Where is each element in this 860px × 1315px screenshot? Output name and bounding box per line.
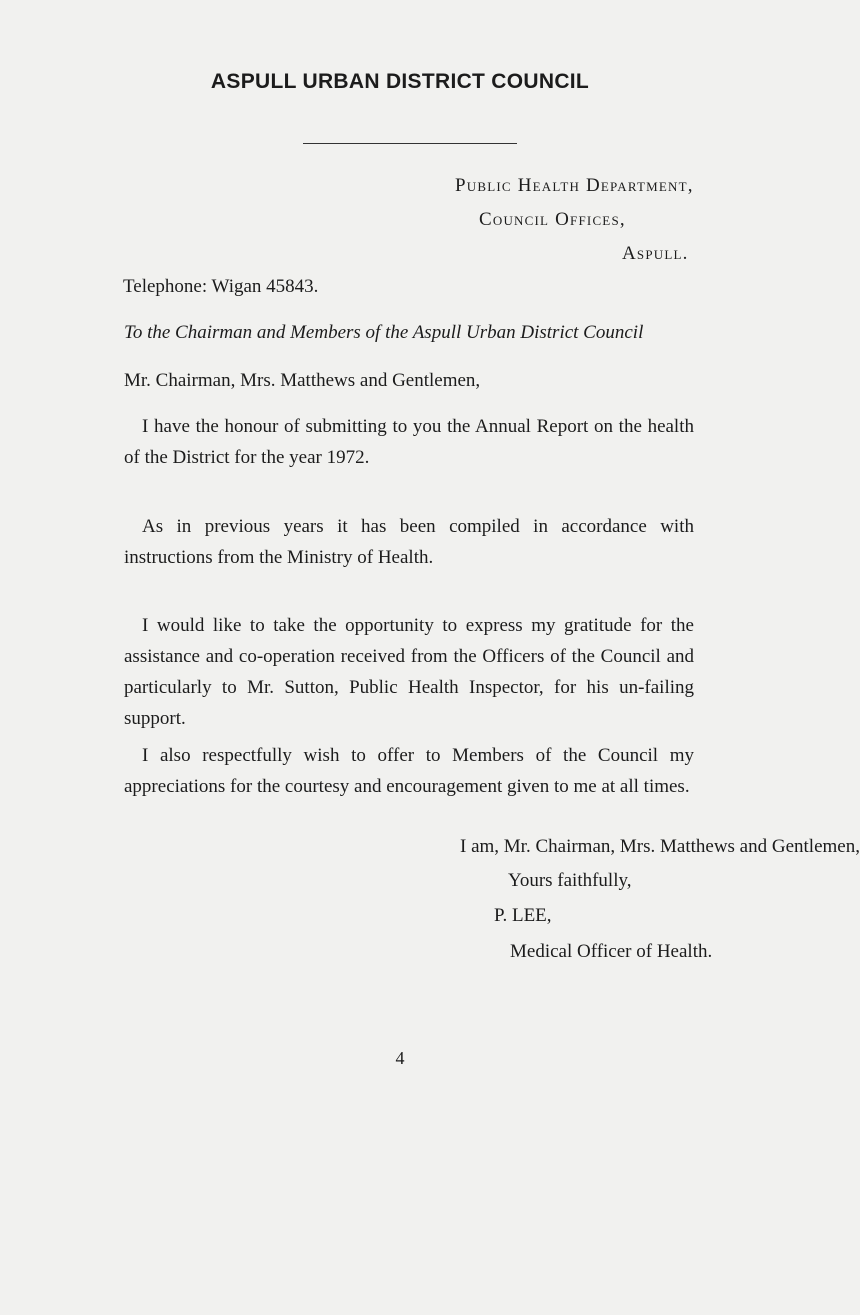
body-paragraph-3: I would like to take the opportunity to express my gratitude for the assistance and co-operation received from the Officers of the Council and particularly to Mr. Sutton, Public Health Inspector, for his un-failing support. <box>124 615 694 729</box>
body-paragraph-2: As in previous years it has been compiled in accordance with instructions from the Ministry of Health. <box>124 516 694 568</box>
body-paragraph-1: I have the honour of submitting to you the Annual Report on the health of the District for the year 1972. <box>124 416 694 468</box>
greeting-line: Mr. Chairman, Mrs. Matthews and Gentlemen, <box>124 370 481 391</box>
valediction: Yours faithfully, <box>508 870 632 891</box>
address-department: Public Health Department, <box>455 175 694 196</box>
title-divider <box>303 143 517 144</box>
signature-title: Medical Officer of Health. <box>510 941 713 962</box>
addressee-line: To the Chairman and Members of the Aspull Urban District Council <box>124 322 644 343</box>
signature-name: P. LEE, <box>494 905 552 926</box>
telephone-number: Telephone: Wigan 45843. <box>123 276 319 297</box>
page-number: 4 <box>395 1048 405 1068</box>
body-paragraph-4: I also respectfully wish to offer to Members of the Council my appreciations for the courtesy and encouragement given to me at all times. <box>124 745 694 797</box>
closing-line: I am, Mr. Chairman, Mrs. Matthews and Gentlemen, <box>460 836 860 857</box>
address-town: Aspull. <box>622 243 689 264</box>
council-title: ASPULL URBAN DISTRICT COUNCIL <box>210 70 590 93</box>
address-offices: Council Offices, <box>479 209 626 230</box>
